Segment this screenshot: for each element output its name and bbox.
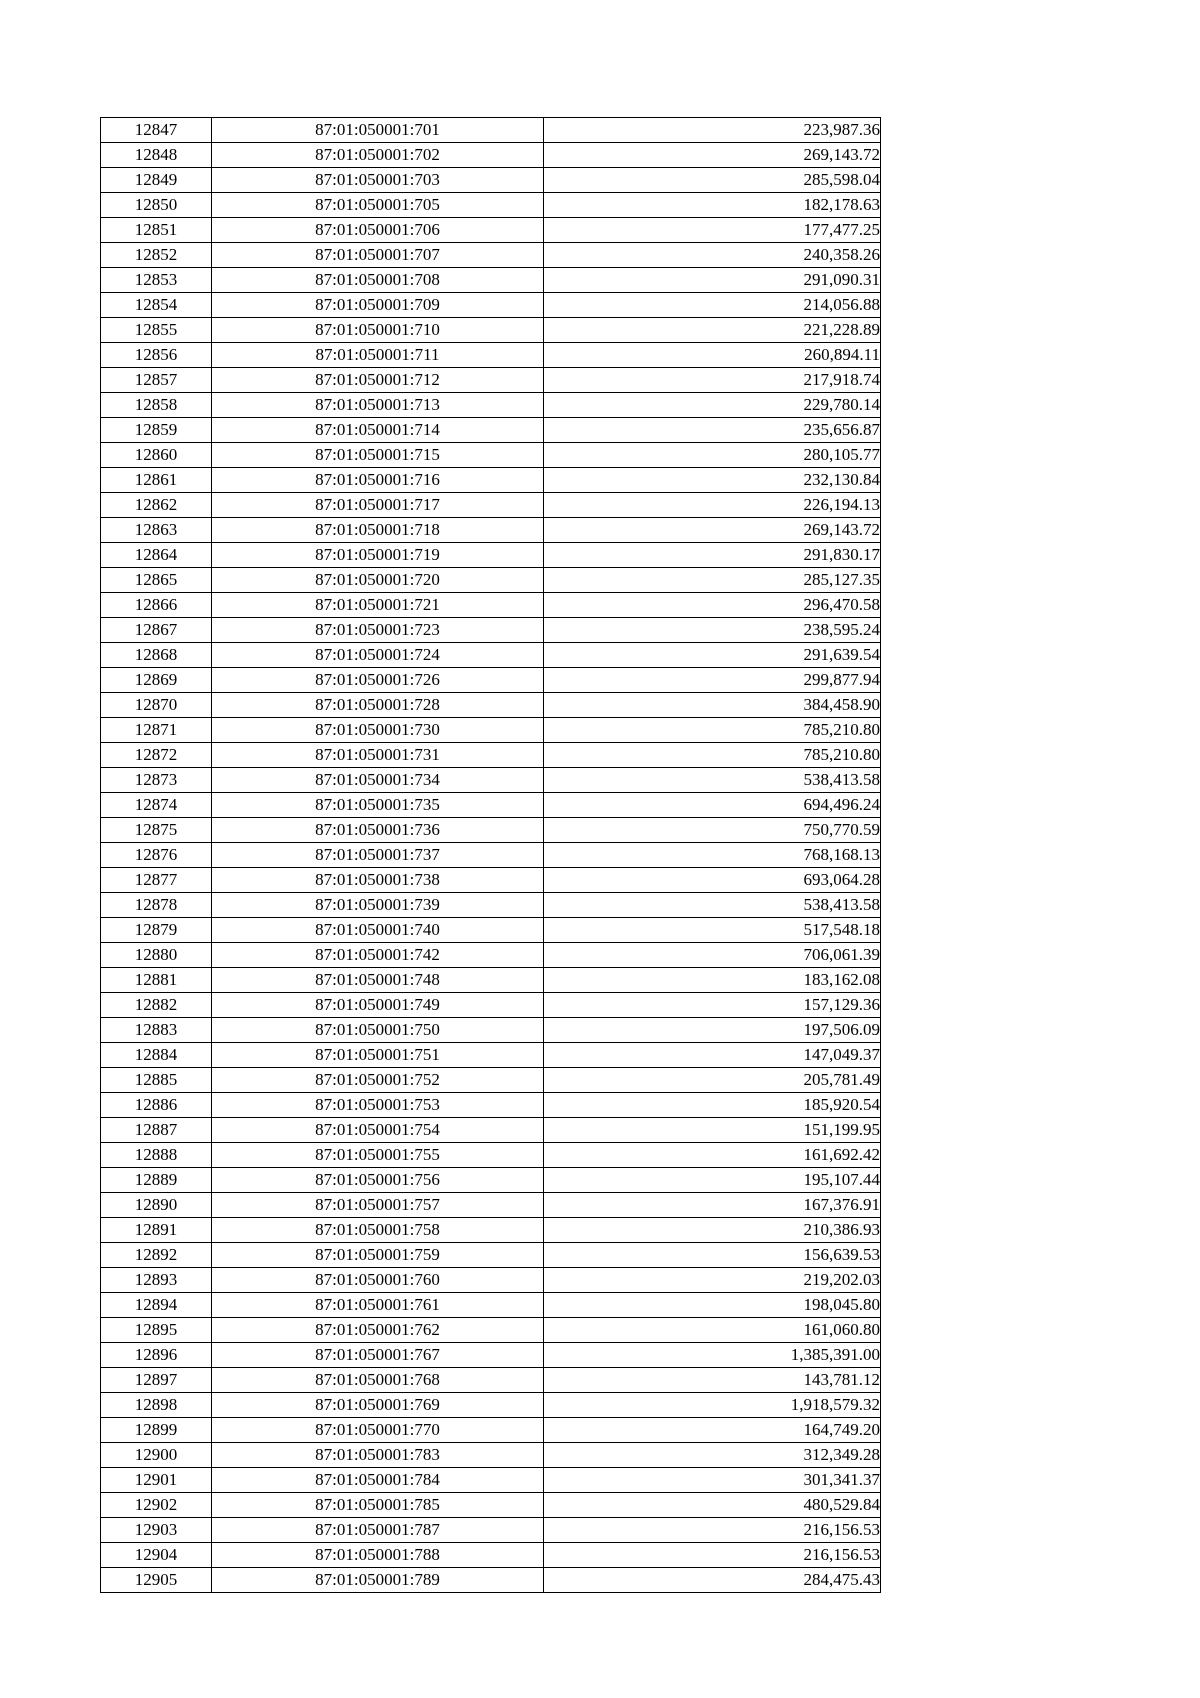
cadastral-number-cell: 87:01:050001:788	[212, 1543, 544, 1568]
table-row	[101, 1443, 881, 1468]
value-cell: 299,877.94	[544, 668, 881, 693]
row-number-cell: 12847	[101, 118, 212, 143]
cadastral-number-cell: 87:01:050001:705	[212, 193, 544, 218]
row-number-cell: 12889	[101, 1168, 212, 1193]
row-number-cell: 12893	[101, 1268, 212, 1293]
row-number-cell: 12885	[101, 1068, 212, 1093]
row-number-cell: 12903	[101, 1518, 212, 1543]
cadastral-number-cell: 87:01:050001:787	[212, 1518, 544, 1543]
cadastral-number-cell: 87:01:050001:702	[212, 143, 544, 168]
cadastral-number-cell: 87:01:050001:721	[212, 593, 544, 618]
value-cell: 750,770.59	[544, 818, 881, 843]
value-cell: 693,064.28	[544, 868, 881, 893]
cadastral-number-cell: 87:01:050001:754	[212, 1118, 544, 1143]
value-cell: 182,178.63	[544, 193, 881, 218]
cadastral-number-cell: 87:01:050001:714	[212, 418, 544, 443]
cadastral-number-cell: 87:01:050001:720	[212, 568, 544, 593]
table-row	[101, 693, 881, 718]
table-row	[101, 168, 881, 193]
row-number-cell: 12890	[101, 1193, 212, 1218]
value-cell: 538,413.58	[544, 893, 881, 918]
table-row	[101, 643, 881, 668]
cadastral-number-cell: 87:01:050001:738	[212, 868, 544, 893]
cadastral-number-cell: 87:01:050001:785	[212, 1493, 544, 1518]
value-cell: 161,692.42	[544, 1143, 881, 1168]
cadastral-number-cell: 87:01:050001:716	[212, 468, 544, 493]
cadastral-number-cell: 87:01:050001:734	[212, 768, 544, 793]
table-body	[101, 118, 881, 1593]
value-cell: 147,049.37	[544, 1043, 881, 1068]
value-cell: 269,143.72	[544, 143, 881, 168]
value-cell: 151,199.95	[544, 1118, 881, 1143]
row-number-cell: 12884	[101, 1043, 212, 1068]
row-number-cell: 12872	[101, 743, 212, 768]
row-number-cell: 12852	[101, 243, 212, 268]
value-cell: 517,548.18	[544, 918, 881, 943]
table-row	[101, 1268, 881, 1293]
table-row	[101, 1343, 881, 1368]
table-row	[101, 918, 881, 943]
row-number-cell: 12876	[101, 843, 212, 868]
cadastral-number-cell: 87:01:050001:709	[212, 293, 544, 318]
row-number-cell: 12895	[101, 1318, 212, 1343]
value-cell: 157,129.36	[544, 993, 881, 1018]
row-number-cell: 12863	[101, 518, 212, 543]
value-cell: 480,529.84	[544, 1493, 881, 1518]
table-row	[101, 143, 881, 168]
value-cell: 706,061.39	[544, 943, 881, 968]
table-row	[101, 943, 881, 968]
value-cell: 269,143.72	[544, 518, 881, 543]
row-number-cell: 12905	[101, 1568, 212, 1593]
value-cell: 291,639.54	[544, 643, 881, 668]
value-cell: 284,475.43	[544, 1568, 881, 1593]
cadastral-number-cell: 87:01:050001:739	[212, 893, 544, 918]
cadastral-number-cell: 87:01:050001:759	[212, 1243, 544, 1268]
value-cell: 280,105.77	[544, 443, 881, 468]
cadastral-number-cell: 87:01:050001:715	[212, 443, 544, 468]
value-cell: 240,358.26	[544, 243, 881, 268]
value-cell: 226,194.13	[544, 493, 881, 518]
table-row	[101, 1368, 881, 1393]
table-row	[101, 818, 881, 843]
row-number-cell: 12865	[101, 568, 212, 593]
row-number-cell: 12849	[101, 168, 212, 193]
row-number-cell: 12859	[101, 418, 212, 443]
cadastral-number-cell: 87:01:050001:713	[212, 393, 544, 418]
value-cell: 210,386.93	[544, 1218, 881, 1243]
table-row	[101, 518, 881, 543]
table-row	[101, 1093, 881, 1118]
table-row	[101, 993, 881, 1018]
cadastral-number-cell: 87:01:050001:737	[212, 843, 544, 868]
row-number-cell: 12880	[101, 943, 212, 968]
value-cell: 219,202.03	[544, 1268, 881, 1293]
cadastral-number-cell: 87:01:050001:761	[212, 1293, 544, 1318]
value-cell: 285,127.35	[544, 568, 881, 593]
row-number-cell: 12878	[101, 893, 212, 918]
cadastral-number-cell: 87:01:050001:749	[212, 993, 544, 1018]
table-row	[101, 968, 881, 993]
value-cell: 285,598.04	[544, 168, 881, 193]
table-row	[101, 843, 881, 868]
cadastral-number-cell: 87:01:050001:784	[212, 1468, 544, 1493]
table-row	[101, 1543, 881, 1568]
value-cell: 216,156.53	[544, 1518, 881, 1543]
row-number-cell: 12898	[101, 1393, 212, 1418]
value-cell: 167,376.91	[544, 1193, 881, 1218]
table-row	[101, 393, 881, 418]
value-cell: 260,894.11	[544, 343, 881, 368]
cadastral-number-cell: 87:01:050001:762	[212, 1318, 544, 1343]
cadastral-value-table	[100, 117, 881, 1593]
cadastral-number-cell: 87:01:050001:712	[212, 368, 544, 393]
row-number-cell: 12904	[101, 1543, 212, 1568]
table-row	[101, 1118, 881, 1143]
table-row	[101, 343, 881, 368]
row-number-cell: 12848	[101, 143, 212, 168]
value-cell: 183,162.08	[544, 968, 881, 993]
row-number-cell: 12873	[101, 768, 212, 793]
value-cell: 301,341.37	[544, 1468, 881, 1493]
value-cell: 291,090.31	[544, 268, 881, 293]
row-number-cell: 12868	[101, 643, 212, 668]
table-row	[101, 743, 881, 768]
cadastral-number-cell: 87:01:050001:758	[212, 1218, 544, 1243]
value-cell: 214,056.88	[544, 293, 881, 318]
cadastral-number-cell: 87:01:050001:756	[212, 1168, 544, 1193]
value-cell: 216,156.53	[544, 1543, 881, 1568]
row-number-cell: 12856	[101, 343, 212, 368]
row-number-cell: 12874	[101, 793, 212, 818]
row-number-cell: 12861	[101, 468, 212, 493]
row-number-cell: 12854	[101, 293, 212, 318]
table-row	[101, 1218, 881, 1243]
value-cell: 161,060.80	[544, 1318, 881, 1343]
row-number-cell: 12855	[101, 318, 212, 343]
table-row	[101, 1068, 881, 1093]
table-row	[101, 468, 881, 493]
cadastral-number-cell: 87:01:050001:768	[212, 1368, 544, 1393]
table-row	[101, 1193, 881, 1218]
row-number-cell: 12894	[101, 1293, 212, 1318]
value-cell: 694,496.24	[544, 793, 881, 818]
row-number-cell: 12891	[101, 1218, 212, 1243]
row-number-cell: 12851	[101, 218, 212, 243]
row-number-cell: 12902	[101, 1493, 212, 1518]
value-cell: 291,830.17	[544, 543, 881, 568]
row-number-cell: 12871	[101, 718, 212, 743]
row-number-cell: 12850	[101, 193, 212, 218]
row-number-cell: 12896	[101, 1343, 212, 1368]
value-cell: 185,920.54	[544, 1093, 881, 1118]
cadastral-number-cell: 87:01:050001:751	[212, 1043, 544, 1068]
value-cell: 785,210.80	[544, 718, 881, 743]
row-number-cell: 12881	[101, 968, 212, 993]
value-cell: 197,506.09	[544, 1018, 881, 1043]
value-cell: 312,349.28	[544, 1443, 881, 1468]
table-row	[101, 868, 881, 893]
row-number-cell: 12887	[101, 1118, 212, 1143]
cadastral-number-cell: 87:01:050001:708	[212, 268, 544, 293]
cadastral-number-cell: 87:01:050001:750	[212, 1018, 544, 1043]
value-cell: 1,918,579.32	[544, 1393, 881, 1418]
table-row	[101, 718, 881, 743]
cadastral-number-cell: 87:01:050001:718	[212, 518, 544, 543]
table-row	[101, 443, 881, 468]
table-row	[101, 1043, 881, 1068]
table-row	[101, 1293, 881, 1318]
row-number-cell: 12877	[101, 868, 212, 893]
cadastral-number-cell: 87:01:050001:748	[212, 968, 544, 993]
cadastral-number-cell: 87:01:050001:735	[212, 793, 544, 818]
value-cell: 229,780.14	[544, 393, 881, 418]
value-cell: 238,595.24	[544, 618, 881, 643]
cadastral-number-cell: 87:01:050001:731	[212, 743, 544, 768]
value-cell: 384,458.90	[544, 693, 881, 718]
cadastral-number-cell: 87:01:050001:710	[212, 318, 544, 343]
cadastral-number-cell: 87:01:050001:707	[212, 243, 544, 268]
row-number-cell: 12858	[101, 393, 212, 418]
value-cell: 235,656.87	[544, 418, 881, 443]
table-row	[101, 618, 881, 643]
cadastral-number-cell: 87:01:050001:724	[212, 643, 544, 668]
cadastral-number-cell: 87:01:050001:753	[212, 1093, 544, 1118]
table-row	[101, 1493, 881, 1518]
table-row	[101, 668, 881, 693]
table-row	[101, 1018, 881, 1043]
value-cell: 143,781.12	[544, 1368, 881, 1393]
table-row	[101, 218, 881, 243]
table-row	[101, 1393, 881, 1418]
row-number-cell: 12860	[101, 443, 212, 468]
value-cell: 198,045.80	[544, 1293, 881, 1318]
row-number-cell: 12897	[101, 1368, 212, 1393]
value-cell: 1,385,391.00	[544, 1343, 881, 1368]
table-row	[101, 193, 881, 218]
row-number-cell: 12886	[101, 1093, 212, 1118]
value-cell: 538,413.58	[544, 768, 881, 793]
row-number-cell: 12901	[101, 1468, 212, 1493]
row-number-cell: 12888	[101, 1143, 212, 1168]
row-number-cell: 12853	[101, 268, 212, 293]
row-number-cell: 12883	[101, 1018, 212, 1043]
value-cell: 768,168.13	[544, 843, 881, 868]
value-cell: 156,639.53	[544, 1243, 881, 1268]
cadastral-number-cell: 87:01:050001:711	[212, 343, 544, 368]
table-row	[101, 293, 881, 318]
value-cell: 223,987.36	[544, 118, 881, 143]
row-number-cell: 12866	[101, 593, 212, 618]
table-row	[101, 1243, 881, 1268]
cadastral-number-cell: 87:01:050001:740	[212, 918, 544, 943]
row-number-cell: 12875	[101, 818, 212, 843]
cadastral-number-cell: 87:01:050001:752	[212, 1068, 544, 1093]
table-row	[101, 543, 881, 568]
row-number-cell: 12869	[101, 668, 212, 693]
table-row	[101, 793, 881, 818]
cadastral-number-cell: 87:01:050001:757	[212, 1193, 544, 1218]
table-row	[101, 1318, 881, 1343]
table-row	[101, 318, 881, 343]
cadastral-number-cell: 87:01:050001:703	[212, 168, 544, 193]
cadastral-number-cell: 87:01:050001:742	[212, 943, 544, 968]
row-number-cell: 12862	[101, 493, 212, 518]
table-row	[101, 243, 881, 268]
table-row	[101, 1168, 881, 1193]
table-row	[101, 1418, 881, 1443]
row-number-cell: 12900	[101, 1443, 212, 1468]
table-row	[101, 418, 881, 443]
table-row	[101, 118, 881, 143]
table-row	[101, 568, 881, 593]
cadastral-number-cell: 87:01:050001:770	[212, 1418, 544, 1443]
cadastral-number-cell: 87:01:050001:728	[212, 693, 544, 718]
value-cell: 217,918.74	[544, 368, 881, 393]
value-cell: 195,107.44	[544, 1168, 881, 1193]
table-row	[101, 893, 881, 918]
row-number-cell: 12864	[101, 543, 212, 568]
table-row	[101, 1468, 881, 1493]
cadastral-number-cell: 87:01:050001:767	[212, 1343, 544, 1368]
cadastral-number-cell: 87:01:050001:706	[212, 218, 544, 243]
row-number-cell: 12899	[101, 1418, 212, 1443]
table-row	[101, 768, 881, 793]
value-cell: 232,130.84	[544, 468, 881, 493]
value-cell: 177,477.25	[544, 218, 881, 243]
cadastral-number-cell: 87:01:050001:723	[212, 618, 544, 643]
table-row	[101, 268, 881, 293]
table-row	[101, 1568, 881, 1593]
row-number-cell: 12857	[101, 368, 212, 393]
cadastral-number-cell: 87:01:050001:783	[212, 1443, 544, 1468]
value-cell: 221,228.89	[544, 318, 881, 343]
row-number-cell: 12870	[101, 693, 212, 718]
table-row	[101, 1518, 881, 1543]
cadastral-number-cell: 87:01:050001:789	[212, 1568, 544, 1593]
row-number-cell: 12867	[101, 618, 212, 643]
value-cell: 785,210.80	[544, 743, 881, 768]
value-cell: 205,781.49	[544, 1068, 881, 1093]
table-row	[101, 368, 881, 393]
cadastral-number-cell: 87:01:050001:719	[212, 543, 544, 568]
cadastral-number-cell: 87:01:050001:736	[212, 818, 544, 843]
table-row	[101, 1143, 881, 1168]
row-number-cell: 12882	[101, 993, 212, 1018]
value-cell: 164,749.20	[544, 1418, 881, 1443]
cadastral-number-cell: 87:01:050001:701	[212, 118, 544, 143]
cadastral-number-cell: 87:01:050001:769	[212, 1393, 544, 1418]
cadastral-number-cell: 87:01:050001:760	[212, 1268, 544, 1293]
value-cell: 296,470.58	[544, 593, 881, 618]
cadastral-number-cell: 87:01:050001:730	[212, 718, 544, 743]
cadastral-number-cell: 87:01:050001:726	[212, 668, 544, 693]
cadastral-number-cell: 87:01:050001:755	[212, 1143, 544, 1168]
row-number-cell: 12879	[101, 918, 212, 943]
cadastral-number-cell: 87:01:050001:717	[212, 493, 544, 518]
row-number-cell: 12892	[101, 1243, 212, 1268]
table-row	[101, 593, 881, 618]
table-row	[101, 493, 881, 518]
